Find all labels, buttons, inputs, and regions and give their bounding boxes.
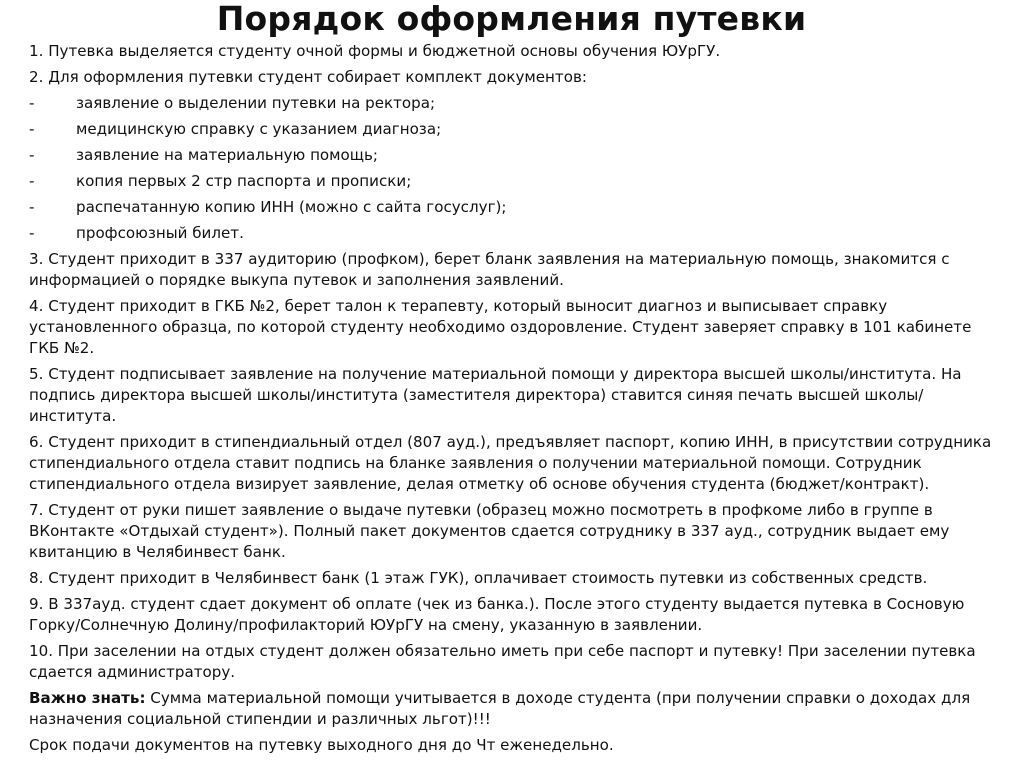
step-6: 6. Студент приходит в стипендиальный отдел (807 ауд.), предъявляет паспорт, копию ИНН, в присутствии сотрудника стипендиального отдела ставит подпись на бланке заявления о получении материальной помощи. Сотрудник стипендиального отдела визирует заявление, делая отметку об основе обучения студента (бюджет/контракт).: [29, 433, 992, 493]
important-text: Сумма материальной помощи учитывается в доходе студента (при получении справки о доходах для назначения социальной стипендии и различных льгот)!!!: [29, 689, 971, 728]
document-item: [29, 197, 994, 218]
important-note: [29, 688, 994, 730]
step-10: 10. При заселении на отдых студент должен обязательно иметь при себе паспорт и путевку! При заселении путевка сдается администратору.: [29, 642, 976, 681]
document-text: заявление о выделении путевки на ректора;: [76, 94, 436, 112]
step-8: 8. Студент приходит в Челябинвест банк (1 этаж ГУК), оплачивает стоимость путевки из собственных средств.: [29, 569, 928, 587]
step-1: 1. Путевка выделяется студенту очной формы и бюджетной основы обучения ЮУрГУ.: [29, 42, 721, 60]
document-item: [29, 145, 994, 166]
document-item: [29, 93, 994, 114]
dash-marker: -: [29, 120, 35, 138]
important-label: Важно знать:: [29, 689, 146, 707]
dash-marker: -: [29, 146, 35, 164]
document-item: [29, 171, 994, 192]
dash-marker: -: [29, 224, 35, 242]
document-text: распечатанную копию ИНН (можно с сайта госуслуг);: [76, 198, 507, 216]
slide-body: [29, 41, 994, 756]
dash-marker: -: [29, 198, 35, 216]
document-text: копия первых 2 стр паспорта и прописки;: [76, 172, 412, 190]
step-7: 7. Студент от руки пишет заявление о выдаче путевки (образец можно посмотреть в профкоме либо в группе в ВКонтакте «Отдыхай студент»). Полный пакет документов сдается сотруднику в 337 ауд., сотрудник выдает ему квитанцию в Челябинвест банк.: [29, 501, 950, 561]
document-text: медицинскую справку с указанием диагноза;: [76, 120, 442, 138]
page-title: Порядок оформления путевки: [216, 0, 807, 38]
step-3: 3. Студент приходит в 337 аудиторию (профком), берет бланк заявления на материальную помощь, знакомится с информацией о порядке выкупа путевок и заполнения заявлений.: [29, 250, 950, 289]
document-item: [29, 223, 994, 244]
step-9: 9. В 337ауд. студент сдает документ об оплате (чек из банка.). После этого студенту выдается путевка в Сосновую Горку/Солнечную Долину/профилакторий ЮУрГУ на смену, указанную в заявлении.: [29, 595, 965, 634]
dash-marker: -: [29, 94, 35, 112]
dash-marker: -: [29, 172, 35, 190]
document-text: заявление на материальную помощь;: [76, 146, 378, 164]
deadline-note: Срок подачи документов на путевку выходного дня до Чт еженедельно.: [29, 736, 614, 754]
step-4: 4. Студент приходит в ГКБ №2, берет талон к терапевту, который выносит диагноз и выписывает справку установленного образца, по которой студенту необходимо оздоровление. Студент заверяет справку в 101 кабинете ГКБ №2.: [29, 297, 972, 357]
step-2: 2. Для оформления путевки студент собирает комплект документов:: [29, 68, 587, 86]
document-item: [29, 119, 994, 140]
document-text: профсоюзный билет.: [76, 224, 244, 242]
step-5: 5. Студент подписывает заявление на получение материальной помощи у директора высшей школы/института. На подпись директора высшей школы/института (заместителя директора) ставится синяя печать высшей школы/института.: [29, 365, 962, 425]
